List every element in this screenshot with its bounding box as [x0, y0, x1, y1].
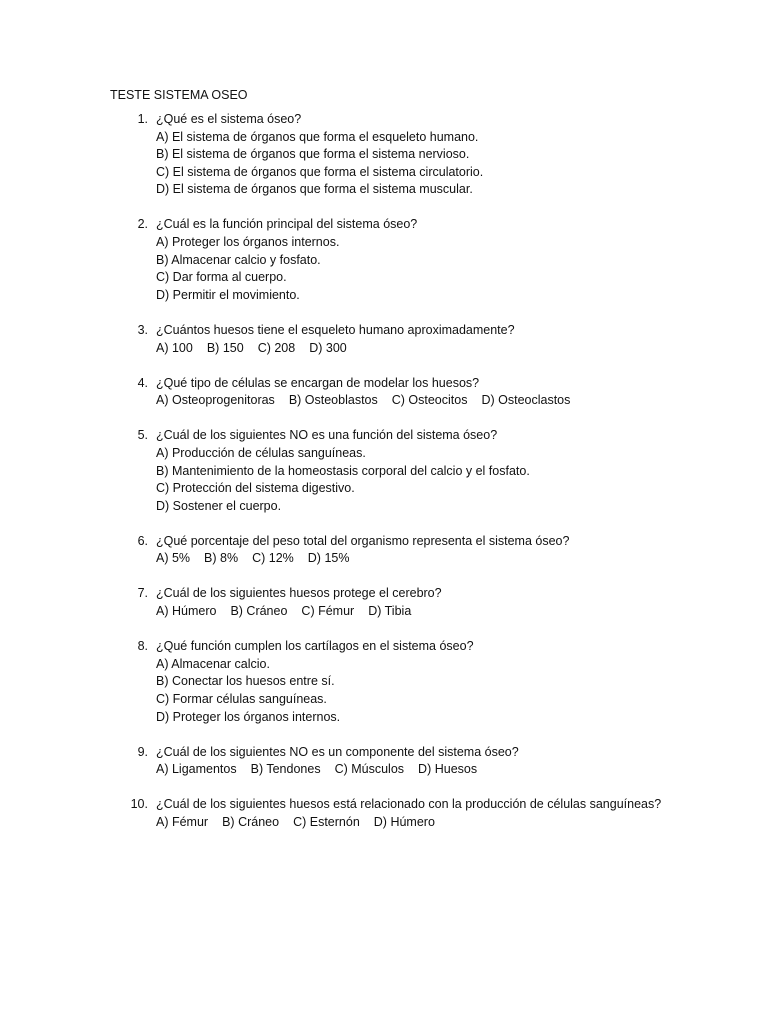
answer-option: D) Permitir el movimiento. [156, 287, 300, 302]
question-text: ¿Qué porcentaje del peso total del organismo representa el sistema óseo? [156, 533, 570, 548]
question-number: 1. [137, 112, 148, 126]
question-item [0, 796, 768, 831]
answer-option: D) Húmero [373, 814, 435, 829]
answer-option: B) 150 [206, 340, 244, 355]
question-item [0, 216, 768, 304]
answer-option: C) Músculos [334, 762, 405, 777]
answer-option: B) Mantenimiento de la homeostasis corporal del calcio y el fosfato. [156, 463, 530, 478]
answer-option: B) Tendones [250, 762, 321, 777]
question-list [0, 111, 768, 849]
question-text: ¿Cuál de los siguientes NO es un componente del sistema óseo? [156, 744, 519, 759]
answer-options-row [156, 340, 768, 358]
answer-option: B) El sistema de órganos que forma el sistema nervioso. [156, 147, 470, 162]
answer-option: A) El sistema de órganos que forma el esqueleto humano. [156, 129, 479, 144]
question-number: 7. [137, 586, 148, 601]
answer-option: D) Tibia [368, 604, 412, 619]
question-number: 4. [137, 375, 148, 390]
answer-option: C) Esternón [293, 814, 360, 829]
answer-option: A) Húmero [156, 604, 217, 619]
answer-options-row [156, 761, 768, 779]
question-text: ¿Cuál de los siguientes NO es una función del sistema óseo? [156, 428, 498, 443]
question-item [0, 533, 768, 568]
question-item [0, 427, 768, 515]
question-item [0, 111, 768, 199]
answer-option: A) Producción de células sanguíneas. [156, 445, 366, 460]
document-title: TESTE SISTEMA OSEO [110, 88, 248, 102]
answer-option: A) Ligamentos [156, 762, 237, 777]
question-text: ¿Cuál es la función principal del sistema óseo? [156, 217, 418, 232]
question-number: 6. [137, 533, 148, 548]
answer-option: C) El sistema de órganos que forma el sistema circulatorio. [156, 164, 484, 179]
question-number: 9. [137, 744, 148, 759]
answer-option: B) Almacenar calcio y fosfato. [156, 252, 321, 267]
answer-option: A) Fémur [156, 814, 209, 829]
question-number: 8. [137, 639, 148, 654]
answer-option: B) Conectar los huesos entre sí. [156, 674, 335, 689]
answer-option: C) Protección del sistema digestivo. [156, 481, 355, 496]
question-number: 3. [137, 322, 148, 337]
answer-option: A) Proteger los órganos internos. [156, 235, 340, 250]
answer-option: B) 8% [204, 551, 239, 566]
question-text: ¿Cuál de los siguientes huesos está relacionado con la producción de células sanguíneas? [156, 797, 662, 812]
answer-options-row [156, 814, 768, 832]
answer-options-row [156, 603, 768, 621]
answer-option: A) Osteoprogenitoras [156, 393, 275, 408]
answer-option: A) 5% [156, 551, 191, 566]
answer-option: C) Dar forma al cuerpo. [156, 270, 287, 285]
answer-option: D) El sistema de órganos que forma el sistema muscular. [156, 182, 473, 197]
answer-option: B) Osteoblastos [288, 393, 378, 408]
question-item [0, 744, 768, 779]
question-text: ¿Qué es el sistema óseo? [156, 112, 302, 126]
question-text: ¿Cuál de los siguientes huesos protege el cerebro? [156, 586, 442, 601]
answer-option: D) Osteoclastos [481, 393, 571, 408]
question-text: ¿Cuántos huesos tiene el esqueleto humano aproximadamente? [156, 322, 515, 337]
question-item [0, 638, 768, 726]
question-text: ¿Qué tipo de células se encargan de modelar los huesos? [156, 375, 480, 390]
answer-option: D) Huesos [418, 762, 478, 777]
question-number: 5. [137, 428, 148, 443]
answer-option: C) 12% [252, 551, 294, 566]
answer-option: D) 300 [309, 340, 347, 355]
question-number: 2. [137, 217, 148, 232]
answer-option: C) Formar células sanguíneas. [156, 691, 327, 706]
answer-options-row [156, 392, 768, 410]
answer-option: C) 208 [257, 340, 296, 355]
question-item [0, 322, 768, 357]
answer-option: D) 15% [307, 551, 350, 566]
question-number: 10. [130, 797, 148, 812]
answer-option: A) Almacenar calcio. [156, 656, 270, 671]
question-text: ¿Qué función cumplen los cartílagos en el sistema óseo? [156, 639, 474, 654]
answer-option: D) Proteger los órganos internos. [156, 709, 341, 724]
answer-options-row [156, 550, 768, 568]
answer-option: A) 100 [156, 340, 193, 355]
answer-option: B) Cráneo [222, 814, 280, 829]
question-item [0, 585, 768, 620]
answer-option: D) Sostener el cuerpo. [156, 498, 282, 513]
question-item [0, 375, 768, 410]
answer-option: C) Osteocitos [391, 393, 468, 408]
answer-option: C) Fémur [301, 604, 355, 619]
answer-option: B) Cráneo [230, 604, 288, 619]
